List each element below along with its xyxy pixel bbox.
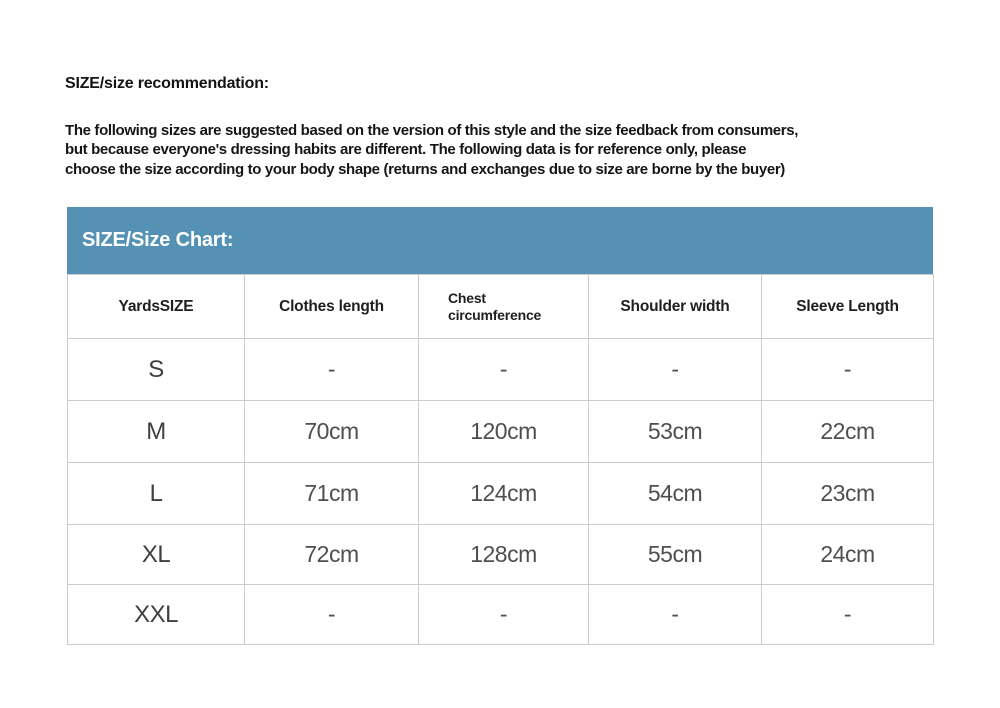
intro-line: choose the size according to your body shape (returns and exchanges due to size are borne by the buyer) [65, 160, 785, 178]
size-chart-table [67, 274, 934, 645]
column-header-chest-label: Chest circumference [448, 289, 542, 323]
value-cell: 54cm [589, 463, 762, 525]
value-cell: 23cm [762, 463, 934, 525]
size-chart [67, 207, 933, 645]
value-cell: 53cm [589, 401, 762, 463]
size-chart-title: SIZE/Size Chart: [82, 229, 234, 251]
size-cell: S [68, 339, 245, 401]
value-cell: 72cm [245, 525, 419, 585]
value-cell: 24cm [762, 525, 934, 585]
intro-paragraph [65, 121, 945, 179]
value-cell: 128cm [419, 525, 589, 585]
table-row-xxl [68, 585, 934, 645]
value-cell: - [762, 339, 934, 401]
size-cell: L [68, 463, 245, 525]
size-cell: M [68, 401, 245, 463]
column-header-chest-circumference [419, 275, 589, 339]
column-header-shoulder-width: Shoulder width [589, 275, 762, 339]
value-cell: 70cm [245, 401, 419, 463]
size-cell: XL [68, 525, 245, 585]
value-cell: 120cm [419, 401, 589, 463]
value-cell: - [589, 585, 762, 645]
size-chart-header-bar [67, 207, 933, 274]
table-row-l [68, 463, 934, 525]
value-cell: - [589, 339, 762, 401]
column-header-yards-size: YardsSIZE [68, 275, 245, 339]
column-header-clothes-length: Clothes length [245, 275, 419, 339]
table-row-m [68, 401, 934, 463]
size-cell: XXL [68, 585, 245, 645]
table-row-xl [68, 525, 934, 585]
value-cell: - [419, 585, 589, 645]
value-cell: 124cm [419, 463, 589, 525]
value-cell: - [762, 585, 934, 645]
intro-line: The following sizes are suggested based on the version of this style and the size feedback from consumers, [65, 122, 799, 139]
value-cell: - [419, 339, 589, 401]
table-row-s [68, 339, 934, 401]
value-cell: 71cm [245, 463, 419, 525]
value-cell: - [245, 585, 419, 645]
column-header-sleeve-length: Sleeve Length [762, 275, 934, 339]
value-cell: - [245, 339, 419, 401]
value-cell: 55cm [589, 525, 762, 585]
intro-line: but because everyone's dressing habits are different. The following data is for reference only, please [65, 141, 747, 159]
value-cell: 22cm [762, 401, 934, 463]
table-header-row [68, 275, 934, 339]
page-title: SIZE/size recommendation: [65, 75, 269, 92]
